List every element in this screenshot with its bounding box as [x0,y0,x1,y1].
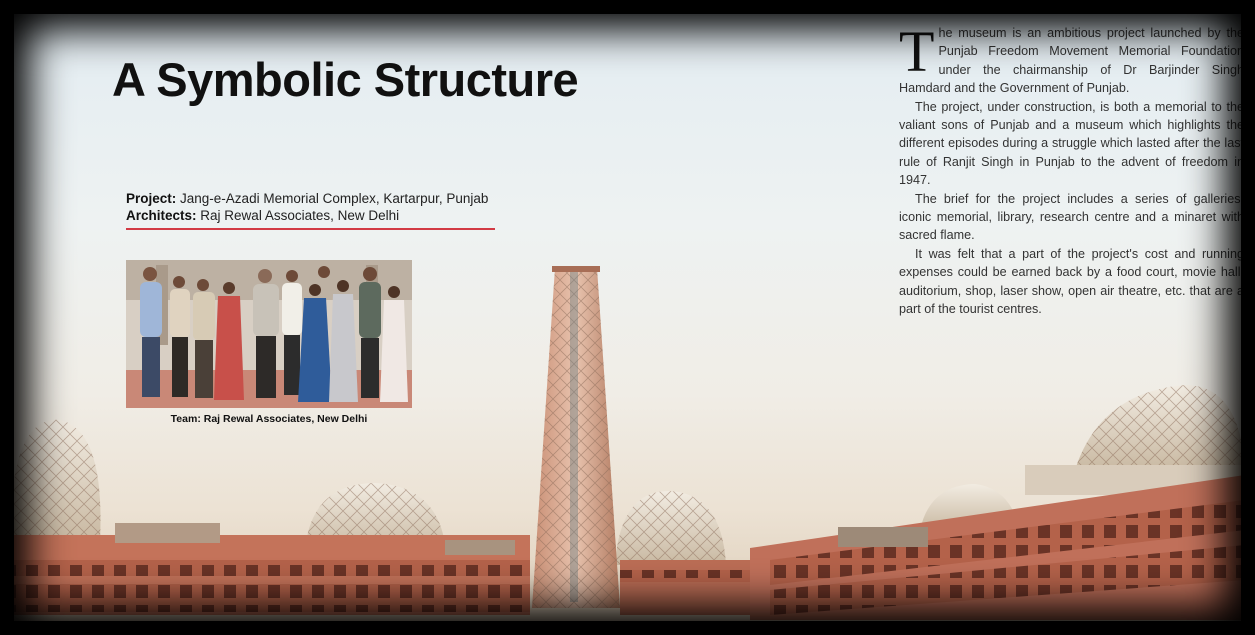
left-building [10,523,530,615]
architects-line [126,207,495,224]
architects-label: Architects: [126,208,197,223]
photo-caption: Team: Raj Rewal Associates, New Delhi [170,413,368,425]
article-paragraph-3: The brief for the project includes a series of galleries, iconic memorial, library, research centre and a minaret with sacred flame. [899,191,1244,243]
team-photo-image [126,260,412,408]
article-paragraph-1: The museum is an ambitious project launched by the Punjab Freedom Movement Memorial Foundation under the chairmanship of Dr Barjinder Singh Hamdard and the Government of Punjab. [899,19,1244,96]
page-title: A Symbolic Structure [112,53,579,106]
rear-dome [615,491,726,565]
team-photo [126,260,412,408]
group-of-people [140,266,408,402]
project-value: Jang-e-Azadi Memorial Complex, Kartarpur, Punjab [180,191,489,206]
project-line [126,190,495,207]
left-dome [10,420,101,540]
drop-cap: T [899,19,935,84]
architects-value: Raj Rewal Associates, New Delhi [200,208,400,223]
article-paragraph-4: It was felt that a part of the project's cost and running expenses could be earned back by a food court, movie hall, auditorium, shop, laser show, open air theatre, etc. that are a part of the tourist centres. [899,246,1244,317]
project-label: Project: [126,191,177,206]
minaret-tower [532,266,620,608]
red-divider [126,228,495,230]
middle-building [620,560,750,615]
article-paragraph-2: The project, under construction, is both a memorial to the valiant sons of Punjab and a museum which highlights the different episodes during a struggle which lasted after the last rule of Ranjit Singh in Punjab to the advent of freedom in 1947. [899,99,1244,188]
article-body [899,19,1244,319]
project-info [126,190,495,224]
